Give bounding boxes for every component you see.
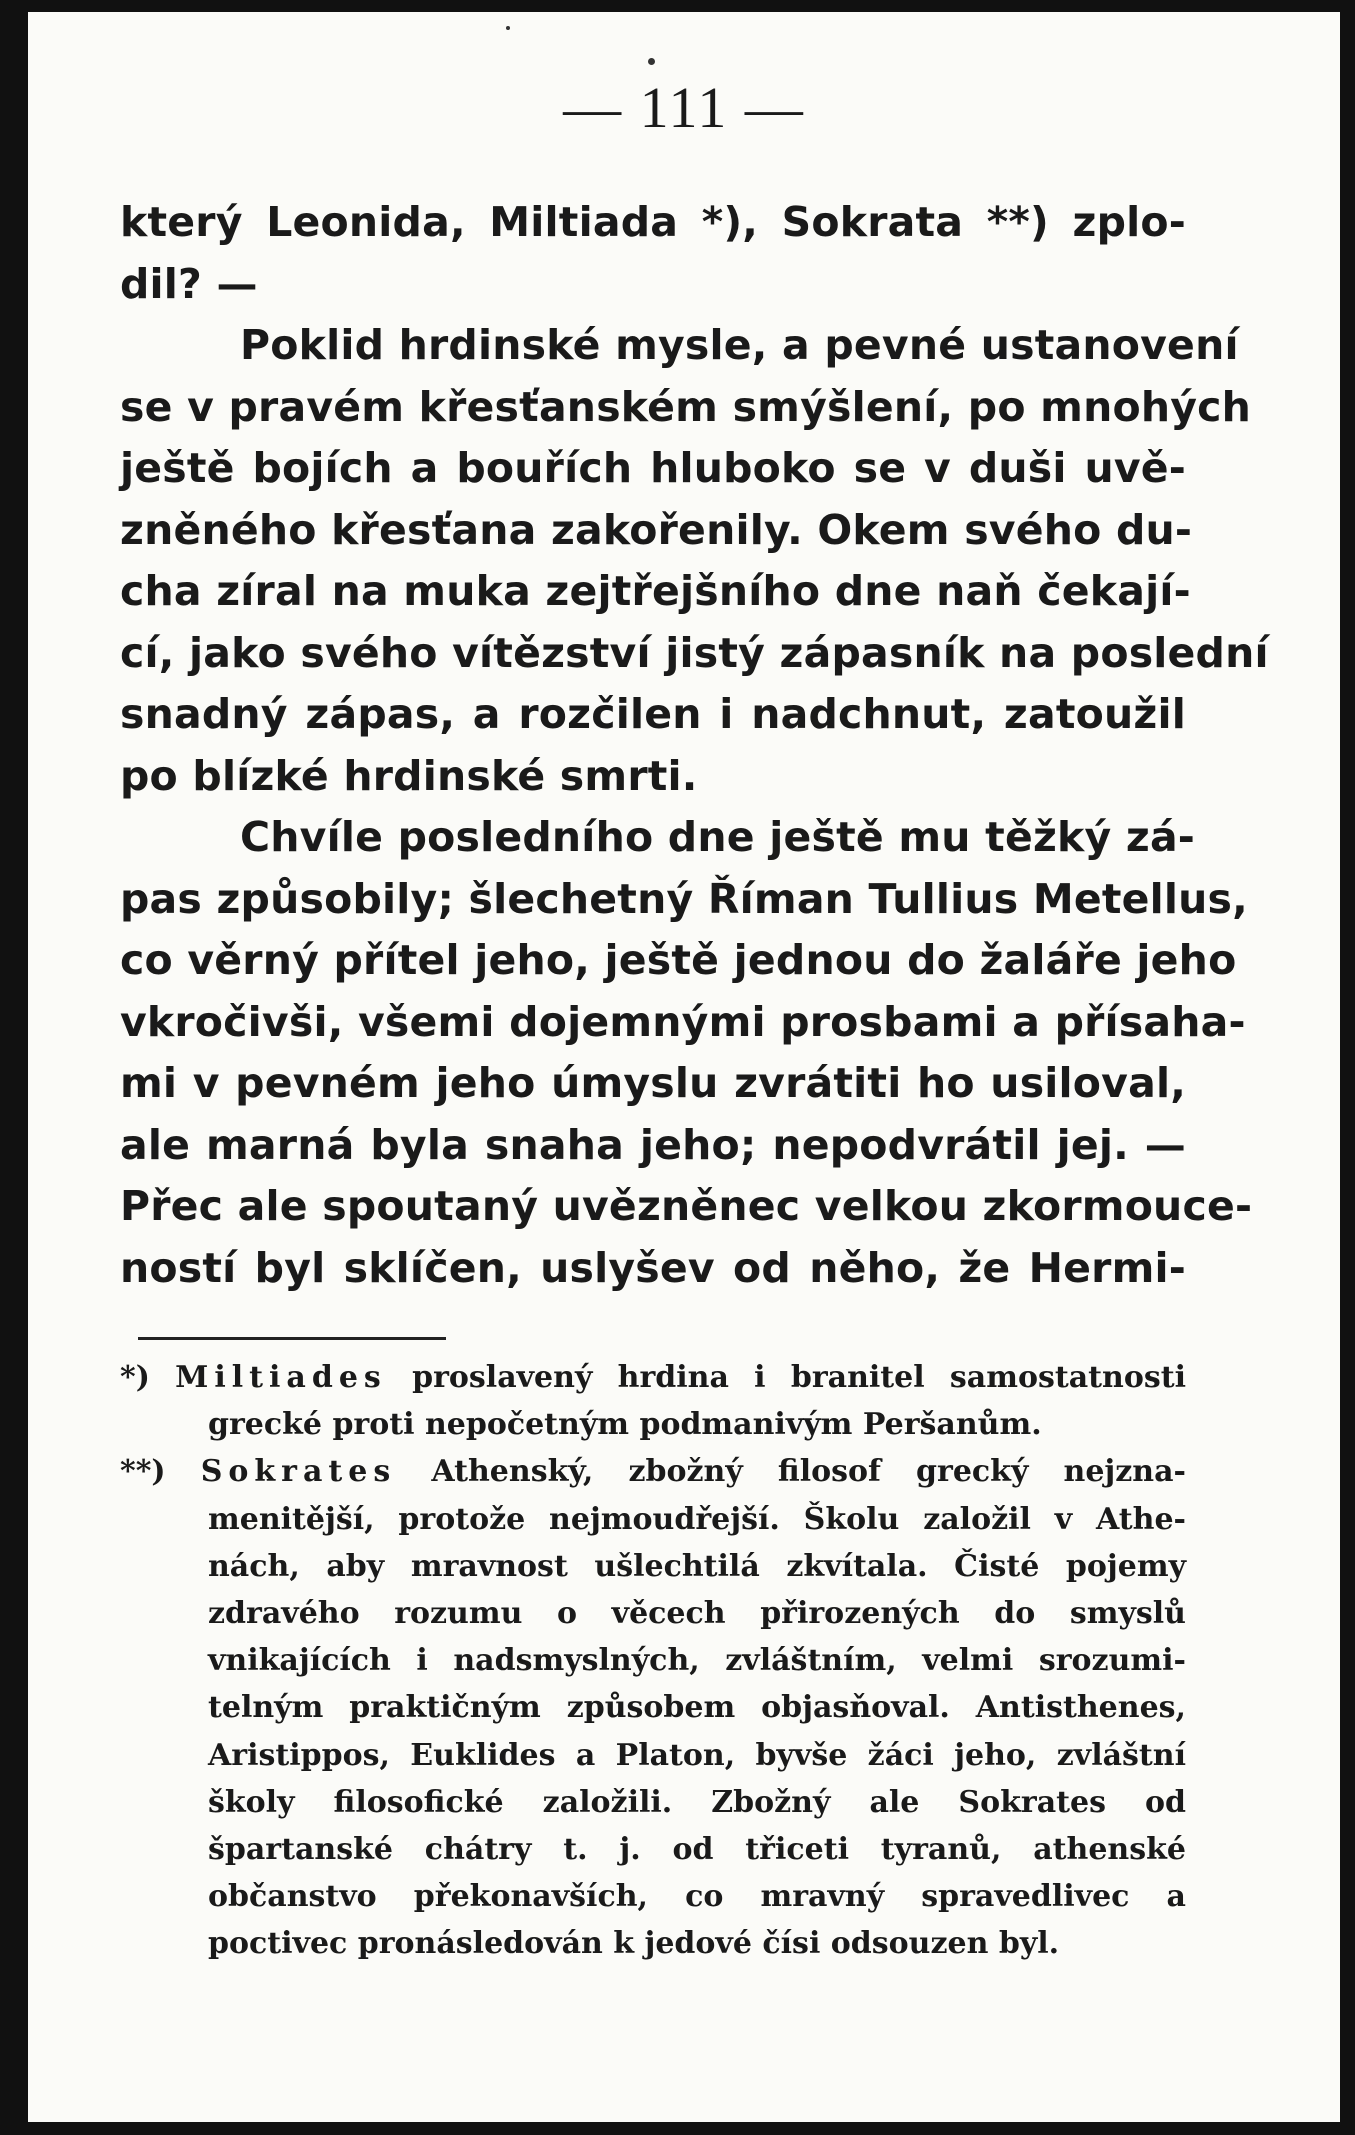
footnote-term: Miltiades	[175, 1360, 387, 1395]
body-line: snadný zápas, a rozčilen i nadchnut, zatoužil	[120, 690, 1186, 738]
footnote-line: školy filosofické založili. Zbožný ale Sokrates od	[208, 1784, 1186, 1820]
footnote-2-first-line	[120, 1448, 1186, 1495]
footnote-1-first-line	[120, 1354, 1186, 1401]
body-line: zněného křesťana zakořenily. Okem svého du-	[120, 505, 1193, 554]
footnote-line: menitější, protože nejmoudřejší. Školu založil v Athe-	[208, 1501, 1186, 1537]
scan-speck	[648, 58, 655, 65]
body-line: ale marná byla snaha jeho; nepodvrátil jej. —	[120, 1120, 1186, 1169]
body-text	[120, 192, 1269, 1299]
body-line: Poklid hrdinské mysle, a pevné ustanovení	[240, 321, 1239, 369]
footnote-term: Sokrates	[200, 1454, 397, 1490]
body-line: vkročivši, všemi dojemnými prosbami a přísaha-	[120, 997, 1246, 1046]
body-line: pas způsobily; šlechetný Říman Tullius Metellus,	[120, 874, 1248, 923]
footnote-text: proslavený hrdina i branitel samostatnosti	[412, 1360, 1186, 1395]
book-page	[28, 12, 1340, 2122]
body-line: mi v pevném jeho úmyslu zvrátiti ho usiloval,	[120, 1059, 1186, 1107]
footnote-line: občanstvo překonavších, co mravný spravedlivec a	[208, 1879, 1186, 1915]
body-line: cí, jako svého vítězství jistý zápasník na poslední	[120, 628, 1269, 677]
body-line: po blízké hrdinské smrti.	[120, 751, 698, 800]
footnotes	[120, 1354, 1186, 1967]
footnote-line: grecké proti nepočetným podmanivým Peršanům.	[208, 1407, 1042, 1443]
footnote-line: vnikajících i nadsmyslných, zvláštním, velmi srozumi-	[208, 1643, 1186, 1679]
body-line: ještě bojích a bouřích hluboko se v duši uvě-	[120, 444, 1186, 492]
body-line: se v pravém křesťanském smýšlení, po mnohých	[120, 382, 1252, 431]
footnote-separator	[138, 1337, 446, 1340]
body-line: Chvíle posledního dne ještě mu těžký zá-	[240, 813, 1196, 861]
footnote-marker: *)	[120, 1360, 150, 1395]
body-line: Přec ale spoutaný uvězněnec velkou zkormouce-	[120, 1182, 1253, 1230]
footnote-text: Athenský, zbožný filosof grecký nejzna-	[431, 1454, 1186, 1490]
body-line: cha zíral na muka zejtřejšního dne naň čekají-	[120, 567, 1191, 615]
footnote-line: špartanské chátry t. j. od třiceti tyranů, athenské	[208, 1831, 1186, 1867]
scan-speck	[506, 26, 510, 30]
footnote-marker: **)	[120, 1454, 166, 1490]
body-line: dil? —	[120, 259, 258, 308]
footnote-line: Aristippos, Euklides a Platon, byvše žáci jeho, zvláštní	[208, 1737, 1186, 1773]
body-line: co věrný přítel jeho, ještě jednou do žaláře jeho	[120, 936, 1237, 984]
footnote-line: nách, aby mravnost ušlechtilá zkvítala. Čisté pojemy	[208, 1548, 1186, 1584]
footnote-line: zdravého rozumu o věcech přirozených do smyslů	[208, 1595, 1186, 1631]
body-line: ností byl sklíčen, uslyšev od něho, že Hermi-	[120, 1243, 1186, 1292]
footnote-line: poctivec pronásledován k jedové čísi odsouzen byl.	[208, 1926, 1060, 1962]
page-number: — 111 —	[563, 75, 805, 140]
footnote-line: telným praktičným způsobem objasňoval. Antisthenes,	[208, 1690, 1186, 1726]
body-line: který Leonida, Miltiada *), Sokrata **) zplo-	[120, 198, 1186, 246]
